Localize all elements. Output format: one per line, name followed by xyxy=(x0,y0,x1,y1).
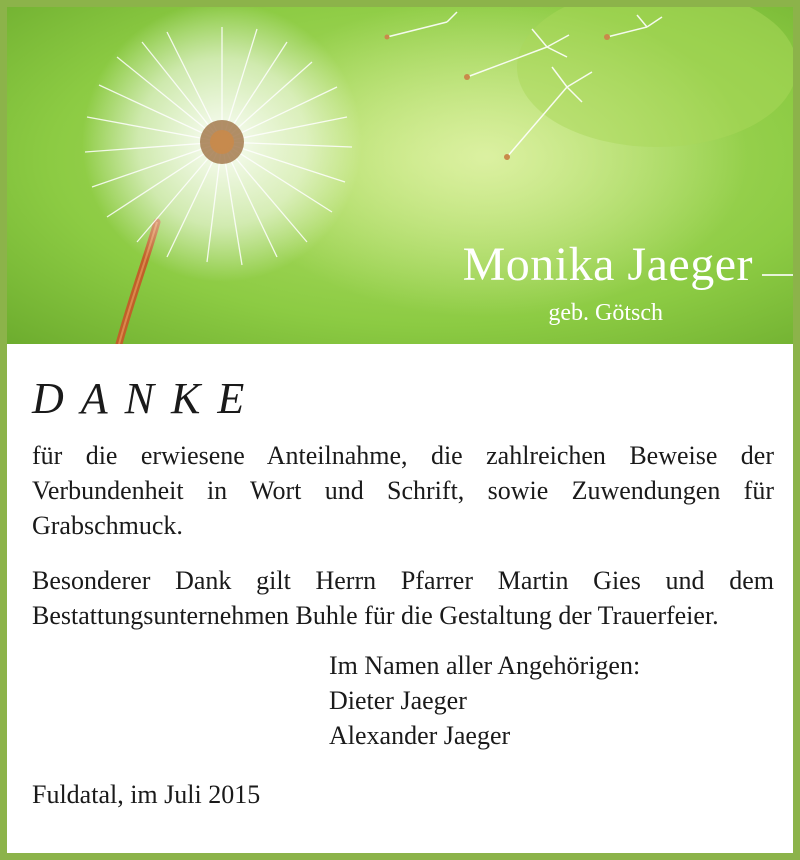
signature-intro: Im Namen aller Angehörigen: xyxy=(329,651,641,680)
maiden-name: geb. Götsch xyxy=(548,300,663,326)
thanks-paragraph-2: Besonderer Dank gilt Herrn Pfarrer Martin Gies und dem Bestattungsunternehmen Buhle für die Gestaltung der Trauerfeier. xyxy=(32,566,774,630)
signature-name-1: Dieter Jaeger xyxy=(329,686,467,715)
thanks-heading: DANKE xyxy=(32,374,262,423)
header-banner xyxy=(7,7,793,344)
message-body xyxy=(32,344,774,812)
dandelion-image xyxy=(7,7,793,344)
signature-name-2: Alexander Jaeger xyxy=(329,721,511,750)
signature-block xyxy=(329,648,774,753)
thanks-paragraph-1: für die erwiesene Anteilnahme, die zahlreichen Beweise der Verbundenheit in Wort und Schrift, sowie Zuwendungen für Grabschmuck. xyxy=(32,441,774,540)
place-date: Fuldatal, im Juli 2015 xyxy=(32,780,261,809)
deceased-name: Monika Jaeger xyxy=(462,238,753,291)
